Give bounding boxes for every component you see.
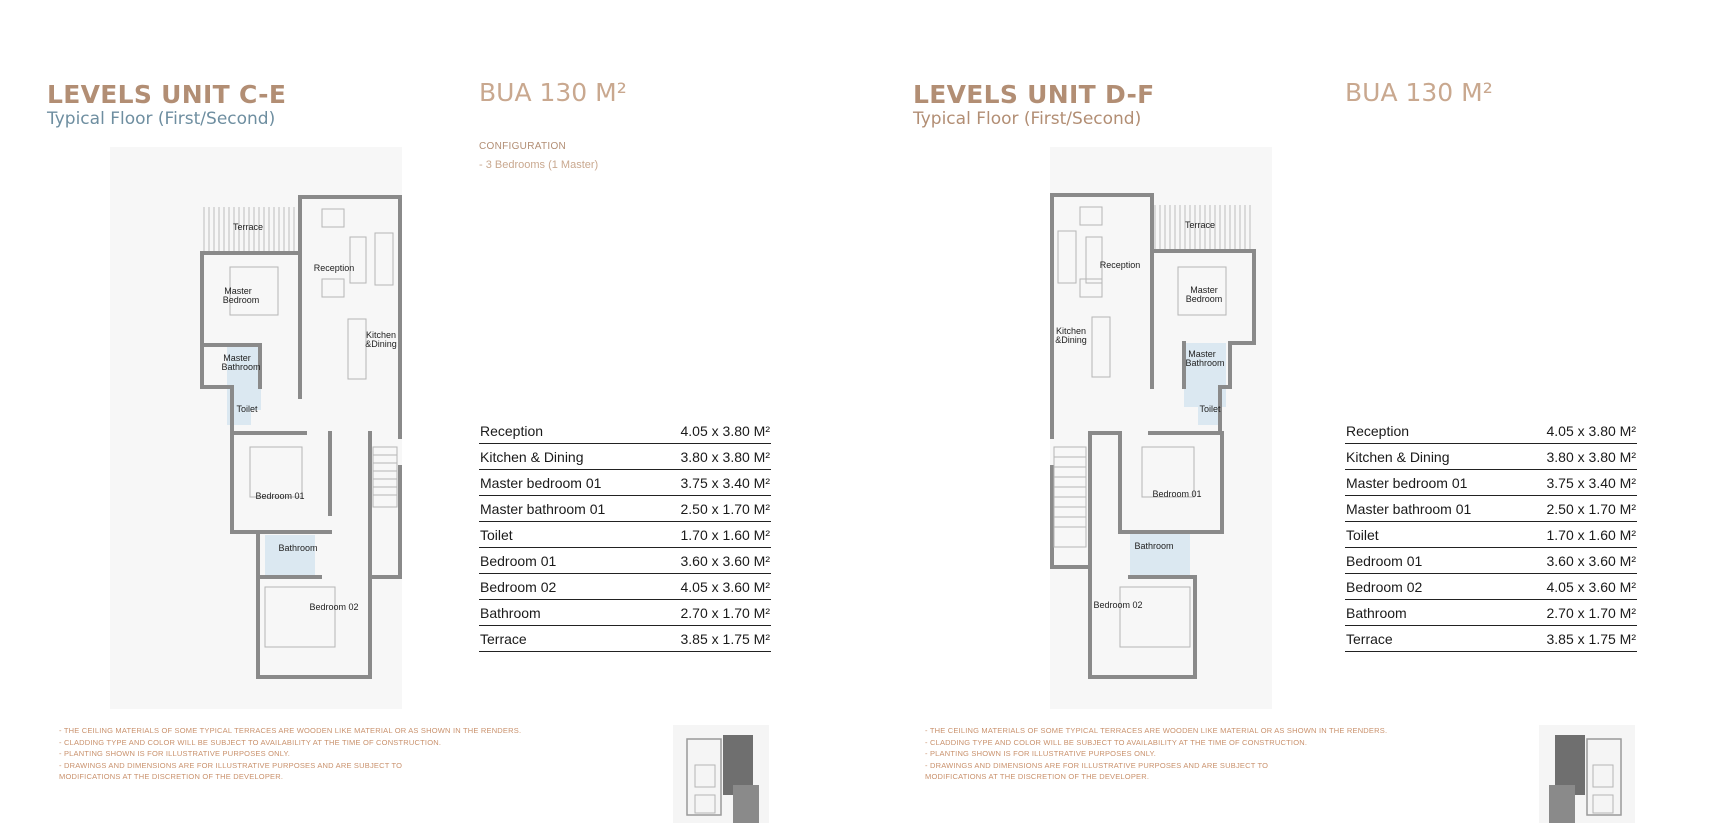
table-row	[479, 574, 771, 600]
room-name: Reception	[1345, 418, 1515, 444]
room-size: 3.80 x 3.80 M²	[649, 444, 771, 470]
plan-label-bathroom: Bathroom	[1134, 541, 1174, 551]
plan-label-master-bathroom: Master	[1188, 349, 1216, 359]
table-row	[479, 470, 771, 496]
room-name: Bedroom 01	[1345, 548, 1515, 574]
bua-area: BUA 130 M²	[479, 78, 627, 107]
floor-plan	[110, 147, 402, 709]
table-row	[1345, 626, 1637, 652]
room-size: 1.70 x 1.60 M²	[1515, 522, 1637, 548]
room-size: 3.75 x 3.40 M²	[1515, 470, 1637, 496]
plan-label-bedroom01: Bedroom 01	[1152, 489, 1202, 499]
plan-label-toilet: Toilet	[236, 404, 258, 414]
room-name: Bathroom	[1345, 600, 1515, 626]
room-size: 3.85 x 1.75 M²	[1515, 626, 1637, 652]
room-size: 1.70 x 1.60 M²	[649, 522, 771, 548]
configuration-label: CONFIGURATION	[479, 141, 567, 152]
room-size: 3.60 x 3.60 M²	[649, 548, 771, 574]
table-row	[479, 418, 771, 444]
plan-label-master-bedroom: Master	[1190, 285, 1218, 295]
table-row	[1345, 548, 1637, 574]
table-row	[479, 626, 771, 652]
plan-label-terrace: Terrace	[232, 222, 264, 232]
room-size: 4.05 x 3.60 M²	[1515, 574, 1637, 600]
room-size: 3.60 x 3.60 M²	[1515, 548, 1637, 574]
note-line: - THE CEILING MATERIALS OF SOME TYPICAL TERRACES ARE WOODEN LIKE MATERIAL OR AS SHOWN IN THE RENDERS.	[59, 726, 522, 735]
note-line: - CLADDING TYPE AND COLOR WILL BE SUBJECT TO AVAILABILITY AT THE TIME OF CONSTRUCTION.	[925, 737, 1308, 747]
room-name: Toilet	[479, 522, 649, 548]
room-name: Reception	[479, 418, 649, 444]
room-name: Master bathroom 01	[479, 496, 649, 522]
room-size: 3.75 x 3.40 M²	[649, 470, 771, 496]
room-dimensions-table	[479, 418, 771, 652]
plan-background	[1050, 147, 1272, 709]
table-row	[1345, 522, 1637, 548]
note-line: MODIFICATIONS AT THE DISCRETION OF THE DEVELOPER.	[59, 772, 284, 781]
note-line: - PLANTING SHOWN IS FOR ILLUSTRATIVE PURPOSES ONLY.	[59, 749, 291, 758]
plan-label-master-bedroom-2: Bedroom	[222, 295, 260, 305]
disclaimer-notes	[59, 725, 599, 783]
plan-label-kitchen-2: &Dining	[365, 339, 397, 349]
room-name: Master bedroom 01	[479, 470, 649, 496]
unit-title: LEVELS UNIT D-F	[913, 80, 1155, 109]
room-size: 2.50 x 1.70 M²	[1515, 496, 1637, 522]
table-row	[1345, 574, 1637, 600]
room-name: Bedroom 02	[1345, 574, 1515, 600]
room-size: 4.05 x 3.60 M²	[649, 574, 771, 600]
room-name: Bedroom 02	[479, 574, 649, 600]
note-line: - DRAWINGS AND DIMENSIONS ARE FOR ILLUSTRATIVE PURPOSES AND ARE SUBJECT TO	[925, 760, 1269, 770]
plan-label-toilet: Toilet	[1199, 404, 1221, 414]
plan-label-bedroom01: Bedroom 01	[255, 491, 305, 501]
room-size: 2.50 x 1.70 M²	[649, 496, 771, 522]
room-name: Kitchen & Dining	[1345, 444, 1515, 470]
plan-label-reception: Reception	[313, 263, 355, 273]
plan-label-terrace: Terrace	[1184, 220, 1216, 230]
floor-plan	[1050, 147, 1342, 709]
note-line: - DRAWINGS AND DIMENSIONS ARE FOR ILLUSTRATIVE PURPOSES AND ARE SUBJECT TO	[59, 760, 403, 770]
bua-area: BUA 130 M²	[1345, 78, 1493, 107]
note-line: - THE CEILING MATERIALS OF SOME TYPICAL TERRACES ARE WOODEN LIKE MATERIAL OR AS SHOWN IN THE RENDERS.	[925, 726, 1388, 735]
note-line: - CLADDING TYPE AND COLOR WILL BE SUBJECT TO AVAILABILITY AT THE TIME OF CONSTRUCTION.	[59, 737, 442, 747]
unit-title: LEVELS UNIT C-E	[47, 80, 287, 109]
key-plan-thumbnail	[1539, 725, 1635, 823]
table-row	[479, 522, 771, 548]
unit-subtitle: Typical Floor (First/Second)	[47, 109, 276, 129]
room-name: Toilet	[1345, 522, 1515, 548]
plan-label-master-bathroom-2: Bathroom	[1185, 358, 1225, 368]
plan-label-master-bathroom: Master	[223, 353, 251, 363]
plan-label-bedroom02: Bedroom 02	[1093, 600, 1143, 610]
plan-label-master-bedroom-2: Bedroom	[1185, 294, 1223, 304]
room-name: Master bathroom 01	[1345, 496, 1515, 522]
room-name: Master bedroom 01	[1345, 470, 1515, 496]
table-row	[479, 548, 771, 574]
note-line: - PLANTING SHOWN IS FOR ILLUSTRATIVE PURPOSES ONLY.	[925, 749, 1157, 758]
table-row	[1345, 496, 1637, 522]
plan-label-bathroom: Bathroom	[278, 543, 318, 553]
table-row	[1345, 600, 1637, 626]
room-dimensions-table	[1345, 418, 1637, 652]
table-row	[479, 496, 771, 522]
room-name: Terrace	[1345, 626, 1515, 652]
room-size: 3.85 x 1.75 M²	[649, 626, 771, 652]
table-row	[1345, 444, 1637, 470]
table-row	[479, 600, 771, 626]
room-name: Kitchen & Dining	[479, 444, 649, 470]
plan-label-reception: Reception	[1099, 260, 1141, 270]
room-size: 2.70 x 1.70 M²	[649, 600, 771, 626]
plan-label-master-bedroom: Master	[224, 286, 252, 296]
note-line: MODIFICATIONS AT THE DISCRETION OF THE DEVELOPER.	[925, 772, 1150, 781]
unit-subtitle: Typical Floor (First/Second)	[913, 109, 1142, 129]
plan-label-kitchen-2: &Dining	[1055, 335, 1087, 345]
room-size: 4.05 x 3.80 M²	[649, 418, 771, 444]
bathroom-tile	[1130, 533, 1190, 577]
room-name: Terrace	[479, 626, 649, 652]
key-plan-thumbnail	[673, 725, 769, 823]
disclaimer-notes	[925, 725, 1465, 783]
bathroom-tile	[265, 535, 318, 579]
unit-df-panel	[866, 0, 1732, 835]
plan-label-master-bathroom-2: Bathroom	[221, 362, 261, 372]
table-row	[1345, 418, 1637, 444]
room-size: 2.70 x 1.70 M²	[1515, 600, 1637, 626]
table-row	[1345, 470, 1637, 496]
plan-label-bedroom02: Bedroom 02	[309, 602, 359, 612]
configuration-item: - 3 Bedrooms (1 Master)	[479, 159, 599, 171]
room-name: Bathroom	[479, 600, 649, 626]
table-row	[479, 444, 771, 470]
plan-label-kitchen: Kitchen	[1055, 326, 1087, 336]
plan-label-kitchen: Kitchen	[365, 330, 397, 340]
room-size: 3.80 x 3.80 M²	[1515, 444, 1637, 470]
room-name: Bedroom 01	[479, 548, 649, 574]
room-size: 4.05 x 3.80 M²	[1515, 418, 1637, 444]
